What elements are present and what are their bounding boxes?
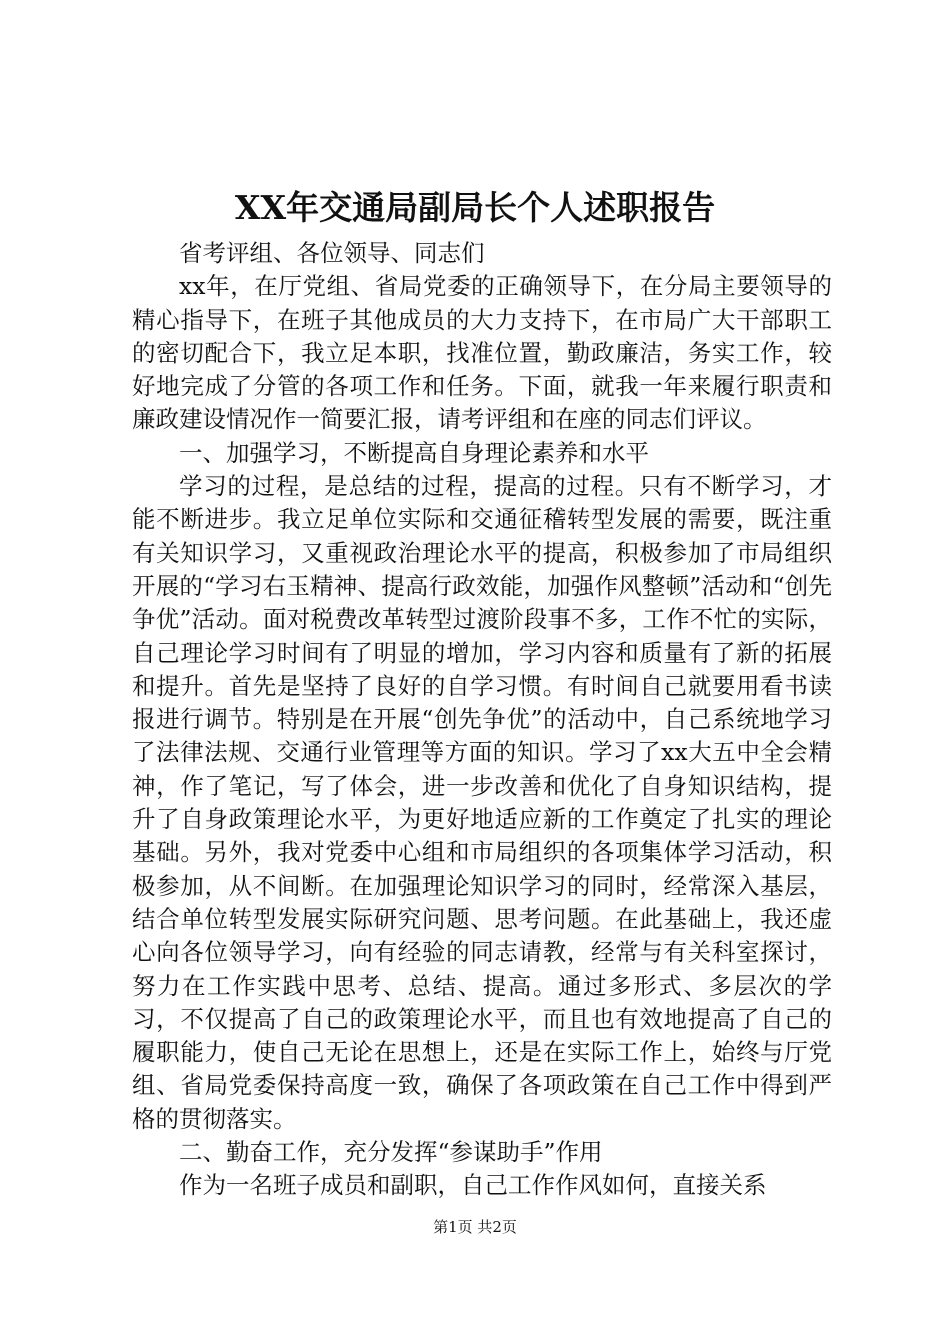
section-1-paragraph: 学习的过程，是总结的过程，提高的过程。只有不断学习，才能不断进步。我立足单位实际和交通征稽转型发展的需要，既注重有关知识学习，又重视政治理论水平的提高，积极参加了市局组织开展的“学习右玉精神、提高行政效能，加强作风整顿”活动和“创先争优”活动。面对税费改革转型过渡阶段事不多，工作不忙的实际，自己理论学习时间有了明显的增加，学习内容和质量有了新的拓展和提升。首先是坚持了良好的自学习惯。有时间自己就要用看书读报进行调节。特别是在开展“创先争优”的活动中，自己系统地学习了法律法规、交通行业管理等方面的知识。学习了xx大五中全会精神，作了笔记，写了体会，进一步改善和优化了自身知识结构，提升了自身政策理论水平，为更好地适应新的工作奠定了扎实的理论基础。另外，我对党委中心组和市局组织的各项集体学习活动，积极参加，从不间断。在加强理论知识学习的同时，经常深入基层，结合单位转型发展实际研究问题、思考问题。在此基础上，我还虚心向各位领导学习，向有经验的同志请教，经常与有关科室探讨，努力在工作实践中思考、总结、提高。通过多形式、多层次的学习，不仅提高了自己的政策理论水平，而且也有效地提高了自己的履职能力，使自己无论在思想上，还是在实际工作上，始终与厅党组、省局党委保持高度一致，确保了各项政策在自己工作中得到严格的贯彻落实。 (132, 472, 832, 1133)
intro-paragraph: xx年，在厅党组、省局党委的正确领导下，在分局主要领导的精心指导下，在班子其他成员的大力支持下，在市局广大干部职工的密切配合下，我立足本职，找准位置，勤政廉洁，务实工作，较好地完成了分管的各项工作和任务。下面，就我一年来履行职责和廉政建设情况作一简要汇报，请考评组和在座的同志们评议。 (132, 272, 832, 434)
section-heading-2: 二、勤奋工作，充分发挥“参谋助手”作用 (179, 1138, 603, 1167)
section-2-paragraph: 作为一名班子成员和副职，自己工作作风如何，直接关系 (179, 1171, 767, 1200)
salutation: 省考评组、各位领导、同志们 (179, 239, 485, 267)
page-number-footer: 第1页 共2页 (433, 1218, 517, 1236)
document-title: XX年交通局副局长个人述职报告 (234, 188, 716, 227)
document-body (132, 237, 832, 1203)
section-heading-1: 一、加强学习，不断提高自身理论素养和水平 (179, 438, 649, 467)
